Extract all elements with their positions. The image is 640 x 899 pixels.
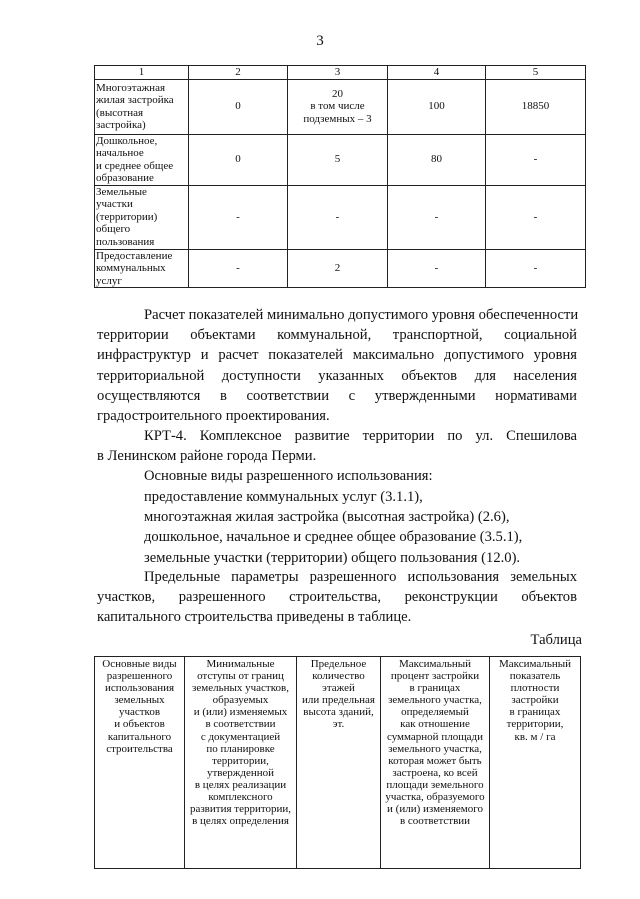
cell-text-line: территории,	[212, 754, 269, 767]
cell-text-line: отступы от границ	[197, 670, 284, 683]
column-header-cell	[95, 657, 185, 869]
row-label-cell	[95, 185, 189, 249]
table-header-row	[95, 66, 586, 80]
cell-text-line: показатель	[509, 670, 561, 683]
cell-text-line: жилая застройка	[96, 94, 174, 106]
table-caption: Таблица	[530, 632, 582, 648]
text-line: КРТ-4. Комплексное развитие территории по ул. Спешилова	[144, 428, 577, 444]
cell-text-line: Максимальный	[398, 658, 472, 670]
cell-text-line: образование	[96, 172, 154, 184]
table-row	[95, 185, 586, 249]
cell-text-line: и объектов	[114, 718, 165, 731]
column-header: 3	[288, 66, 388, 80]
text-line: осуществляются в соответствии с утвержденными нормативами	[97, 387, 577, 404]
value-cell: -	[388, 249, 486, 288]
cell-text-line: и среднее общее	[96, 159, 174, 172]
cell-text-line: -	[335, 210, 340, 223]
cell-text-line: Дошкольное,	[96, 134, 158, 147]
text-line: капитального строительства приведены в таблице.	[97, 609, 412, 626]
value-cell: -	[486, 249, 586, 288]
column-header: 4	[388, 66, 486, 80]
value-cell: -	[486, 134, 586, 185]
cell-text-line: Минимальные	[206, 658, 275, 670]
cell-text-line: подземных – 3	[303, 112, 372, 125]
cell-text-line: коммунальных	[96, 262, 166, 274]
page-number: 3	[316, 33, 324, 49]
paragraph-krt4	[97, 426, 577, 466]
cell-text-line: Основные виды	[102, 658, 177, 670]
table-header-row	[95, 657, 581, 869]
list-item: предоставление коммунальных услуг (3.1.1),	[144, 489, 423, 505]
cell-text-line: участка, образуемого	[385, 791, 485, 804]
list-item: многоэтажная жилая застройка (высотная застройка) (2.6),	[144, 509, 510, 526]
cell-text-line: территории,	[506, 718, 564, 731]
text-line: в Ленинском районе города Перми.	[97, 448, 317, 465]
value-cell: -	[189, 249, 288, 288]
cell-text-line: строительства	[106, 742, 173, 755]
cell-text-line: в соответствии	[205, 718, 276, 731]
cell-text-line: 5	[334, 153, 341, 166]
value-cell: 100	[388, 79, 486, 134]
cell-text-line: которая может быть	[388, 754, 482, 767]
cell-text-line: участков	[118, 706, 161, 719]
permitted-uses-list	[97, 487, 577, 568]
cell-text-line: утвержденной	[206, 766, 275, 779]
column-header-cell	[185, 657, 297, 869]
paragraph-parameters	[97, 567, 577, 628]
table-row	[95, 79, 586, 134]
cell-text-line: в том числе	[310, 100, 365, 113]
cell-text-line: 2	[334, 262, 341, 274]
cell-text-line: в целях реализации	[194, 778, 287, 791]
cell-text-line: застроена, ко всей	[392, 766, 478, 779]
column-header-cell	[297, 657, 381, 869]
text-line: Основные виды разрешенного использования:	[144, 468, 433, 484]
cell-text-line: разрешенного	[106, 670, 173, 683]
value-cell: 80	[388, 134, 486, 185]
cell-text-line: этажей	[322, 682, 355, 695]
cell-text-line: Многоэтажная	[96, 81, 166, 94]
column-header-cell	[490, 657, 581, 869]
cell-text-line: Максимальный	[498, 658, 572, 670]
cell-text-line: застройки	[511, 694, 559, 707]
list-item: дошкольное, начальное и среднее общее образование (3.5.1),	[144, 529, 523, 546]
text-line: инфраструктур и расчет показателей максимально допустимого уровня	[97, 347, 577, 364]
value-cell	[288, 79, 388, 134]
cell-text-line: площади земельного	[386, 778, 484, 791]
cell-text-line: определяемый	[401, 706, 469, 719]
cell-text-line: земельного участка,	[388, 742, 482, 755]
cell-text-line: кв. м / га	[514, 730, 556, 743]
cell-text-line: в соответствии	[399, 815, 471, 828]
cell-text-line: или предельная	[302, 694, 375, 707]
value-cell: 0	[189, 134, 288, 185]
cell-text-line: Предельное	[310, 658, 367, 670]
cell-text-line: земельного участка,	[388, 694, 482, 707]
text-line: градостроительного проектирования.	[97, 408, 330, 425]
text-line: Расчет показателей минимально допустимого уровня обеспеченности	[144, 307, 579, 323]
text-line: участков, разрешенного строительства, реконструкции объектов	[97, 589, 577, 606]
cell-text-line: в границах	[409, 682, 461, 695]
column-header: 1	[95, 66, 189, 80]
text-line: территориальной доступности указанных объектов для населения	[97, 367, 577, 384]
table-row	[95, 249, 586, 288]
cell-text-line: процент застройки	[390, 670, 480, 683]
row-label-cell	[95, 249, 189, 288]
cell-text-line: начальное	[96, 147, 144, 159]
cell-text-line: высота зданий,	[303, 706, 374, 719]
cell-text-line: участки	[96, 198, 133, 211]
cell-text-line: как отношение	[400, 718, 470, 731]
cell-text-line: образуемых	[212, 694, 269, 707]
cell-text-line: Земельные	[96, 185, 147, 198]
column-header: 5	[486, 66, 586, 80]
cell-text-line: 20	[332, 87, 343, 100]
cell-text-line: капитального	[107, 730, 172, 743]
cell-text-line: и (или) изменяемых	[193, 706, 288, 719]
table-row	[95, 134, 586, 185]
value-cell: 18850	[486, 79, 586, 134]
cell-text-line: (высотная	[96, 106, 144, 119]
value-cell: -	[388, 185, 486, 249]
permitted-uses-heading	[97, 466, 577, 486]
limits-table	[94, 656, 581, 869]
column-header-cell	[381, 657, 490, 869]
cell-text-line: эт.	[332, 718, 345, 731]
parameters-table	[94, 65, 586, 288]
value-cell: -	[189, 185, 288, 249]
cell-text-line: количество	[312, 670, 365, 683]
cell-text-line: развития территории,	[189, 803, 292, 816]
cell-text-line: застройка)	[96, 119, 146, 131]
text-line: Предельные параметры разрешенного использования земельных	[144, 569, 577, 585]
list-item: земельные участки (территории) общего пользования (12.0).	[144, 549, 521, 566]
cell-text-line: по планировке	[206, 742, 275, 755]
cell-text-line: общего	[96, 223, 131, 236]
cell-text-line: и (или) изменяемого	[387, 803, 483, 816]
value-cell	[288, 249, 388, 288]
row-label-cell	[95, 79, 189, 134]
cell-text-line: суммарной площади	[386, 730, 484, 743]
value-cell	[288, 185, 388, 249]
cell-text-line: комплексного	[208, 791, 273, 804]
cell-text-line: в границах	[509, 706, 561, 719]
cell-text-line: (территории)	[96, 210, 158, 223]
cell-text-line: услуг	[96, 274, 122, 287]
value-cell	[288, 134, 388, 185]
value-cell: 0	[189, 79, 288, 134]
cell-text-line: земельных участков,	[192, 682, 289, 695]
paragraph-indicators	[97, 305, 577, 426]
cell-text-line: с документацией	[200, 730, 281, 743]
cell-text-line: земельных	[114, 694, 165, 707]
column-header: 2	[189, 66, 288, 80]
cell-text-line: в целях определения	[192, 815, 289, 828]
value-cell: -	[486, 185, 586, 249]
text-line: территории объектами коммунальной, транспортной, социальной	[97, 327, 577, 344]
cell-text-line: использования	[104, 682, 175, 695]
cell-text-line: пользования	[96, 235, 155, 248]
cell-text-line: плотности	[510, 682, 560, 695]
cell-text-line: Предоставление	[96, 249, 173, 262]
row-label-cell	[95, 134, 189, 185]
